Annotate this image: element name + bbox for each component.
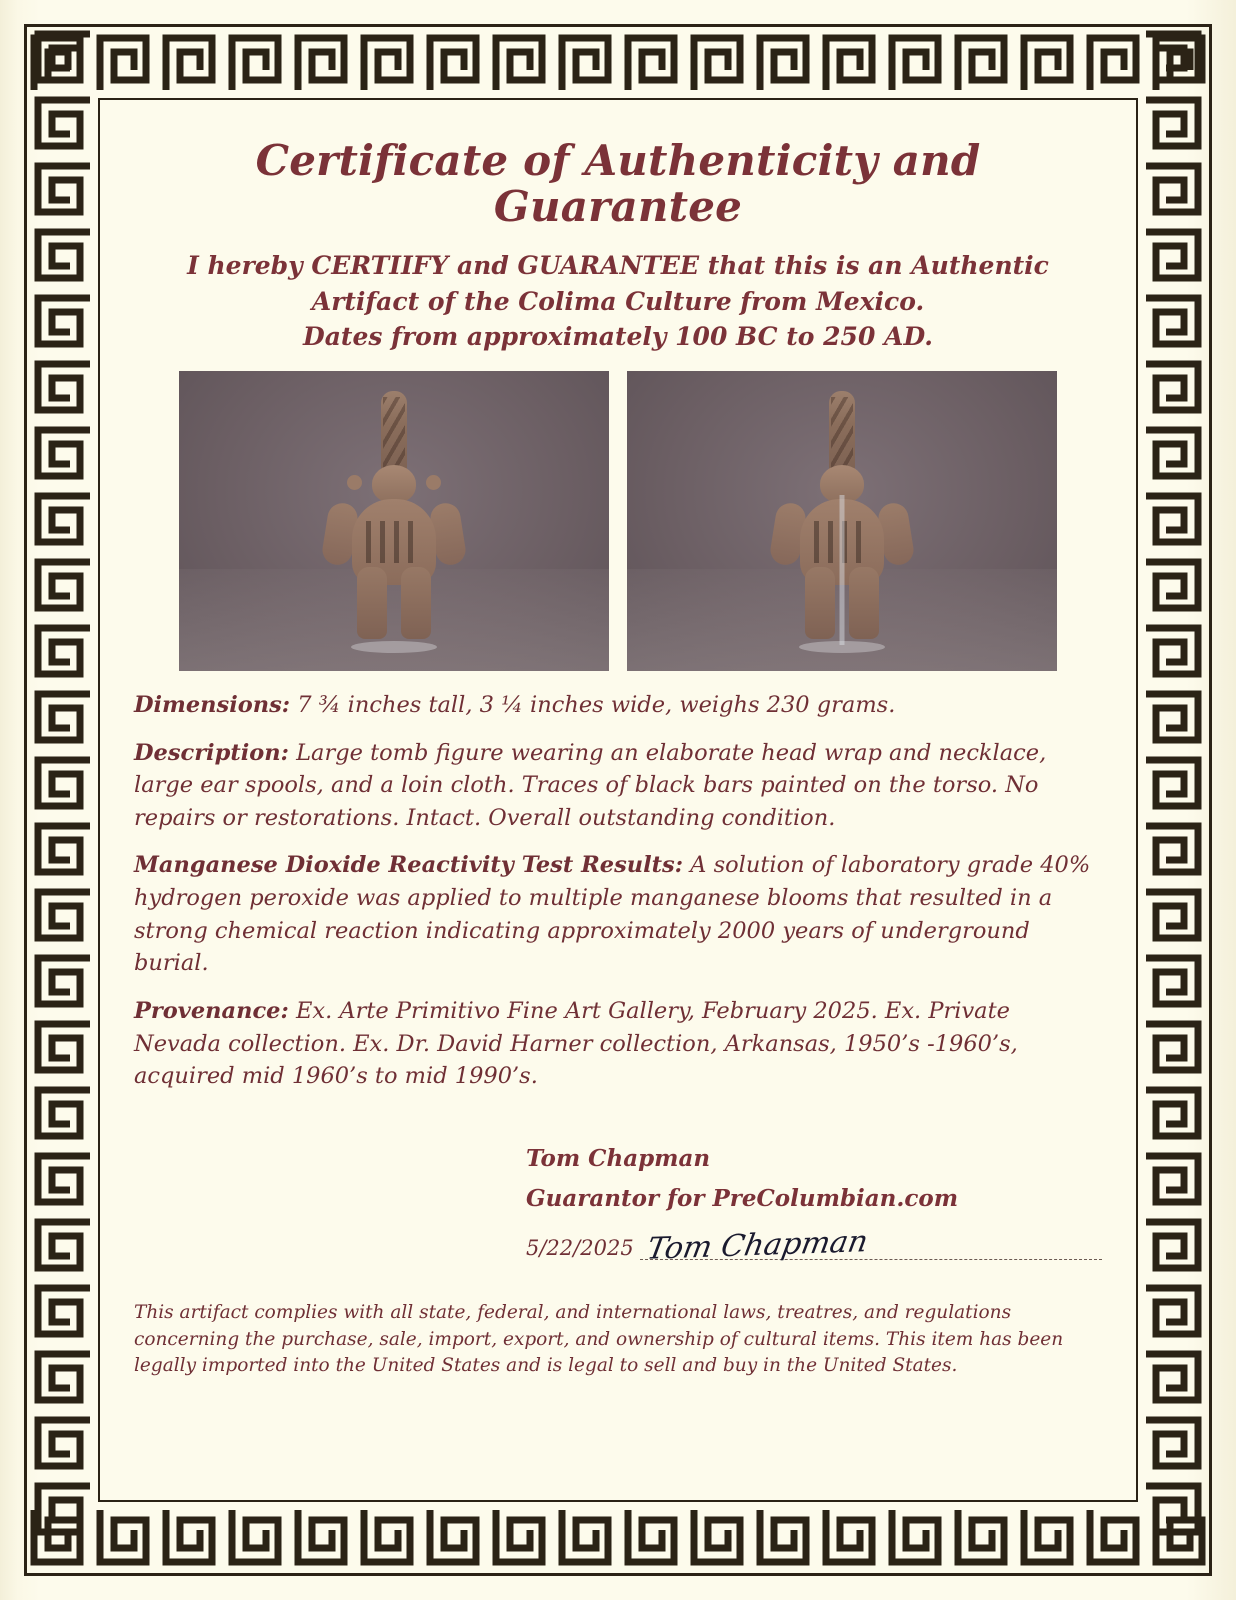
- statement-line-1: I hereby CERTIIFY and GUARANTEE that this is an Authentic: [187, 251, 1049, 281]
- figure-head: [372, 465, 416, 503]
- field-manganese-test-label: Manganese Dioxide Reactivity Test Results:: [134, 852, 684, 879]
- field-description: [134, 737, 1102, 835]
- greek-key-border-left: [24, 24, 100, 1576]
- figure-headdress: [381, 391, 407, 475]
- figure-leg-left: [805, 567, 835, 639]
- handwritten-signature: Tom Chapman: [643, 1224, 871, 1268]
- figure-ear-spool-left: [347, 475, 362, 490]
- figure-leg-right: [401, 567, 431, 639]
- figure-headdress: [829, 391, 855, 475]
- figure-ear-spool-right: [426, 475, 441, 490]
- greek-key-border-right: [1136, 24, 1212, 1576]
- field-provenance-value: Ex. Arte Primitivo Fine Art Gallery, February 2025. Ex. Private Nevada collection. Ex. Dr. David Harner collection, Arkansas, 1950’s -1960’s, acquired mid 1960’s to mid 1990’s.: [134, 997, 1018, 1090]
- figure-support-rod: [840, 495, 845, 645]
- colima-figure-front: [319, 391, 469, 653]
- field-dimensions: [134, 689, 1102, 722]
- field-description-value: Large tomb figure wearing an elaborate head wrap and necklace, large ear spools, and a loin cloth. Traces of black bars painted on the torso. No repairs or restorations. Intact. Overall outstanding condition.: [134, 739, 1047, 831]
- artifact-photo-back: [627, 371, 1057, 671]
- figure-leg-left: [357, 567, 387, 639]
- signature-line-row: [134, 1224, 1102, 1268]
- field-dimensions-value: 7 ¾ inches tall, 3 ¼ inches wide, weighs 230 grams.: [290, 691, 896, 718]
- colima-figure-back: [767, 391, 917, 653]
- statement-line-3: Dates from approximately 100 BC to 250 AD.: [303, 322, 933, 352]
- field-dimensions-label: Dimensions:: [134, 691, 291, 718]
- signature-line: [640, 1224, 1102, 1268]
- field-provenance-label: Provenance:: [134, 997, 289, 1024]
- figure-display-stand: [799, 641, 885, 653]
- page-title: Certificate of Authenticity and Guarantee: [255, 136, 981, 232]
- field-manganese-test: [134, 849, 1102, 980]
- field-description-label: Description:: [134, 739, 289, 766]
- statement-line-2: Artifact of the Colima Culture from Mexico.: [311, 286, 925, 316]
- certification-statement: [134, 248, 1102, 355]
- field-provenance: [134, 995, 1102, 1093]
- signature-block: [134, 1139, 1102, 1220]
- figure-leg-right: [849, 567, 879, 639]
- certificate-content: [112, 112, 1124, 1488]
- greek-key-border-top: [24, 24, 1212, 100]
- figure-display-stand: [351, 641, 437, 653]
- artifact-photo-gallery: [134, 371, 1102, 671]
- field-manganese-test-value: A solution of laboratory grade 40% hydrogen peroxide was applied to multiple manganese blooms that resulted in a strong chemical reaction indicating approximately 2000 years of underground burial.: [134, 852, 1091, 977]
- signature-date: 5/22/2025: [526, 1236, 634, 1261]
- signer-role: Guarantor for PreColumbian.com: [526, 1185, 959, 1212]
- greek-key-border-bottom: [24, 1500, 1212, 1576]
- legal-disclaimer: This artifact complies with all state, federal, and international laws, treatres, and regulations concerning the purchase, sale, import, export, and ownership of cultural items. This item has been legally imported into the United States and is legal to sell and buy in the United States.: [134, 1302, 1064, 1376]
- signer-name: Tom Chapman: [526, 1144, 711, 1172]
- artifact-photo-front: [179, 371, 609, 671]
